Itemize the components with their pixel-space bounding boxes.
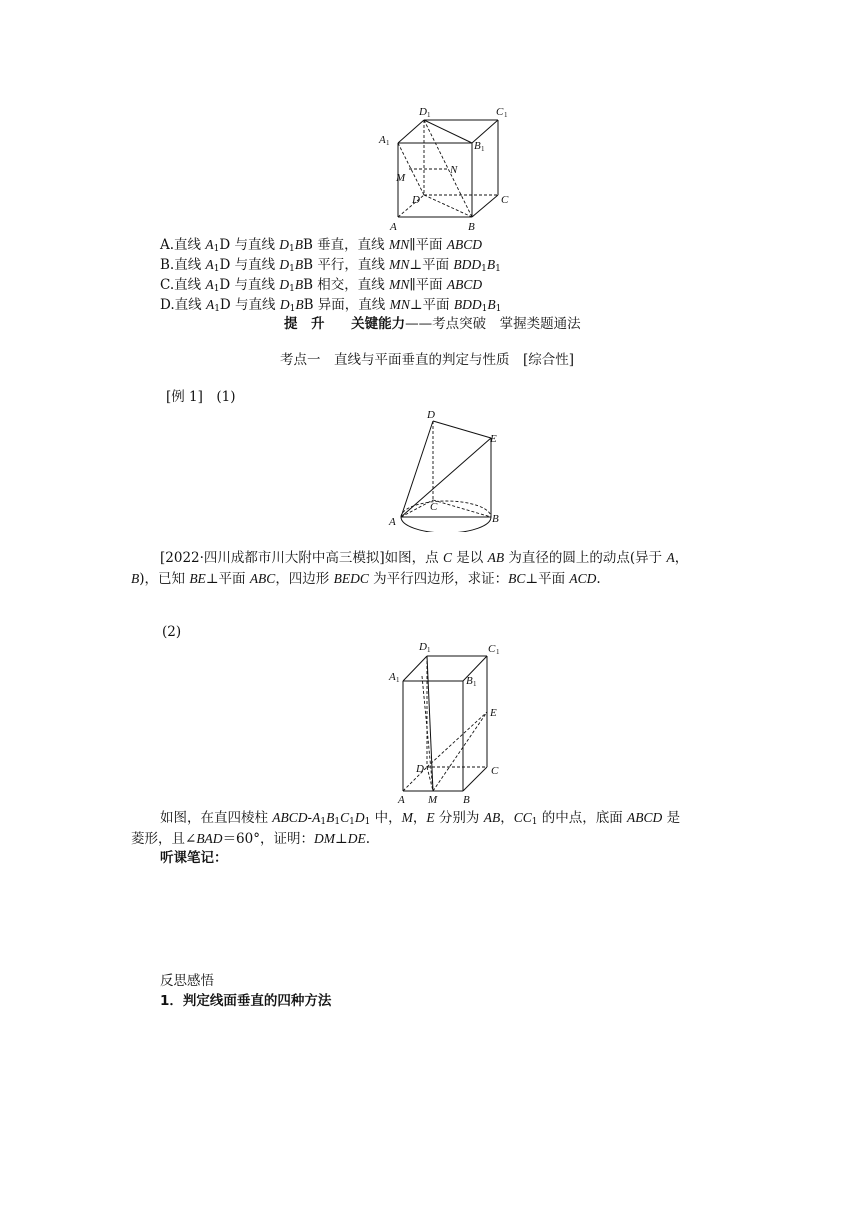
option-c-text: C.直线 <box>160 277 206 293</box>
cube-label-m: M <box>396 172 406 184</box>
notes-label: 听课笔记： <box>160 850 228 866</box>
prism-figure <box>386 636 506 806</box>
topic-header: 考点一 直线与平面垂直的判定与性质 [综合性] <box>280 352 575 368</box>
option-d-var: A <box>205 297 215 312</box>
option-d-var: B <box>487 297 496 312</box>
option-a-var: D <box>279 237 289 252</box>
section-header-rest: ——考点突破 掌握类题通法 <box>405 316 581 332</box>
cube-label-c1: C <box>496 106 504 118</box>
cube-label-a: A <box>390 221 397 233</box>
cube-label-n: N <box>450 164 458 176</box>
section-header-bold: 关键能力 <box>351 316 406 332</box>
problem1-line2: B)，已知 BE⊥平面 ABC，四边形 BEDC 为平行四边形，求证：BC⊥平面 ACD. <box>131 571 601 587</box>
problem2-line2: 菱形，且∠BAD＝60°，证明：DM⊥DE. <box>131 831 370 847</box>
cube-figure <box>376 103 516 233</box>
option-b-var: B <box>486 257 496 272</box>
option-d-var: D <box>279 297 290 312</box>
option-b-text: D 与直线 <box>219 257 280 273</box>
problem1-line1: [2022·四川成都市川大附中高三模拟]如图，点 C 是以 AB 为直径的圆上的动点(异于 A， <box>160 550 689 566</box>
cube-label-c1-sub: 1 <box>504 111 508 119</box>
cube-label-c: C <box>501 194 509 206</box>
option-a-var: ABCD <box>446 237 483 252</box>
option-b-var: BDD <box>453 257 482 272</box>
cube-label-d1-sub: 1 <box>427 111 431 119</box>
option-c-var: ABCD <box>446 277 483 292</box>
example-label: [例 1] (1) <box>166 389 236 405</box>
option-b-text: B.直线 <box>160 257 206 273</box>
cube-label-a1: A <box>379 134 386 146</box>
cyl-label-d: D <box>427 409 435 421</box>
prism-label-b1: B <box>466 675 473 687</box>
prism-label-e: E <box>490 707 497 719</box>
option-a-text: B 垂直，直线 <box>302 237 389 253</box>
prism-label-c: C <box>491 765 499 777</box>
option-d-text: D 与直线 <box>219 297 280 313</box>
prism-label-d1-sub: 1 <box>427 646 431 654</box>
prism-label-d: D <box>416 763 424 775</box>
option-c-var: MN <box>389 277 410 292</box>
option-c-text: D 与直线 <box>219 277 280 293</box>
prism-label-b1-sub: 1 <box>473 680 477 688</box>
cube-label-b1-sub: 1 <box>481 145 485 153</box>
prism-label-c1: C <box>488 643 496 655</box>
option-b-var: A <box>205 257 214 272</box>
option-a-text: D 与直线 <box>219 237 280 253</box>
prism-label-d1: D <box>419 641 427 653</box>
option-d: D.直线 $A_1D$ 与直线 $D_1BB$ 异面，直线 MN⊥平面 $BDD_1B_1$ <box>160 297 502 314</box>
cyl-label-e: E <box>490 433 497 445</box>
option-a-text: ∥平面 <box>409 237 447 253</box>
prism-label-a: A <box>398 794 405 806</box>
problem2-line1: 如图，在直四棱柱 ABCD-$A_1B_1C_1D_1$ 中，M，E 分别为 AB，$CC_1$ 的中点，底面 ABCD 是 <box>160 810 681 827</box>
option-b-text: B 平行，直线 <box>303 257 390 273</box>
cube-label-b: B <box>468 221 475 233</box>
option-d-text: D.直线 <box>160 297 206 313</box>
option-b-text: ⊥平面 <box>409 257 454 273</box>
option-a-var: A <box>205 237 214 252</box>
prism-label-a1: A <box>389 671 396 683</box>
option-c-var: A <box>205 277 214 292</box>
cube-label-a1-sub: 1 <box>386 139 390 147</box>
option-d-var: MN <box>389 297 410 312</box>
cube-label-d: D <box>412 194 420 206</box>
section-header-left: 提 升 <box>284 316 325 332</box>
option-c-text: B 相交，直线 <box>303 277 390 293</box>
reflection-title: 反思感悟 <box>160 973 214 989</box>
option-c-text: ∥平面 <box>409 277 447 293</box>
cube-label-b1: B <box>474 140 481 152</box>
option-c-var: D <box>279 277 290 292</box>
option-c: C.直线 $A_1D$ 与直线 $D_1BB$ 相交，直线 MN∥平面 ABCD <box>160 277 483 294</box>
prism-label-b: B <box>463 794 470 806</box>
prism-label-c1-sub: 1 <box>496 648 500 656</box>
option-b-var: D <box>279 257 290 272</box>
cyl-label-c: C <box>430 501 438 513</box>
option-d-text: ⊥平面 <box>409 297 454 313</box>
prism-label-m: M <box>428 794 438 806</box>
prism-label-a1-sub: 1 <box>396 676 400 684</box>
cylinder-figure <box>384 404 508 532</box>
cyl-label-a: A <box>389 516 396 528</box>
option-a-var: MN <box>388 237 410 252</box>
option-b-var: MN <box>389 257 410 272</box>
reflection-item-1: 1．判定线面垂直的四种方法 <box>160 993 332 1009</box>
part2-label: (2) <box>162 624 182 640</box>
option-a-text: A.直线 <box>160 237 206 253</box>
option-a: A.直线 $A_1D$ 与直线 $D_1BB$ 垂直，直线 MN∥平面 ABCD <box>160 237 483 254</box>
option-b: B.直线 $A_1D$ 与直线 $D_1BB$ 平行，直线 MN⊥平面 $BDD_1B_1$ <box>160 257 501 274</box>
option-d-var: BDD <box>453 297 482 312</box>
cyl-label-b: B <box>492 513 499 525</box>
option-d-text: B 异面，直线 <box>303 297 390 313</box>
cube-label-d1: D <box>419 106 427 118</box>
section-header <box>284 316 581 333</box>
